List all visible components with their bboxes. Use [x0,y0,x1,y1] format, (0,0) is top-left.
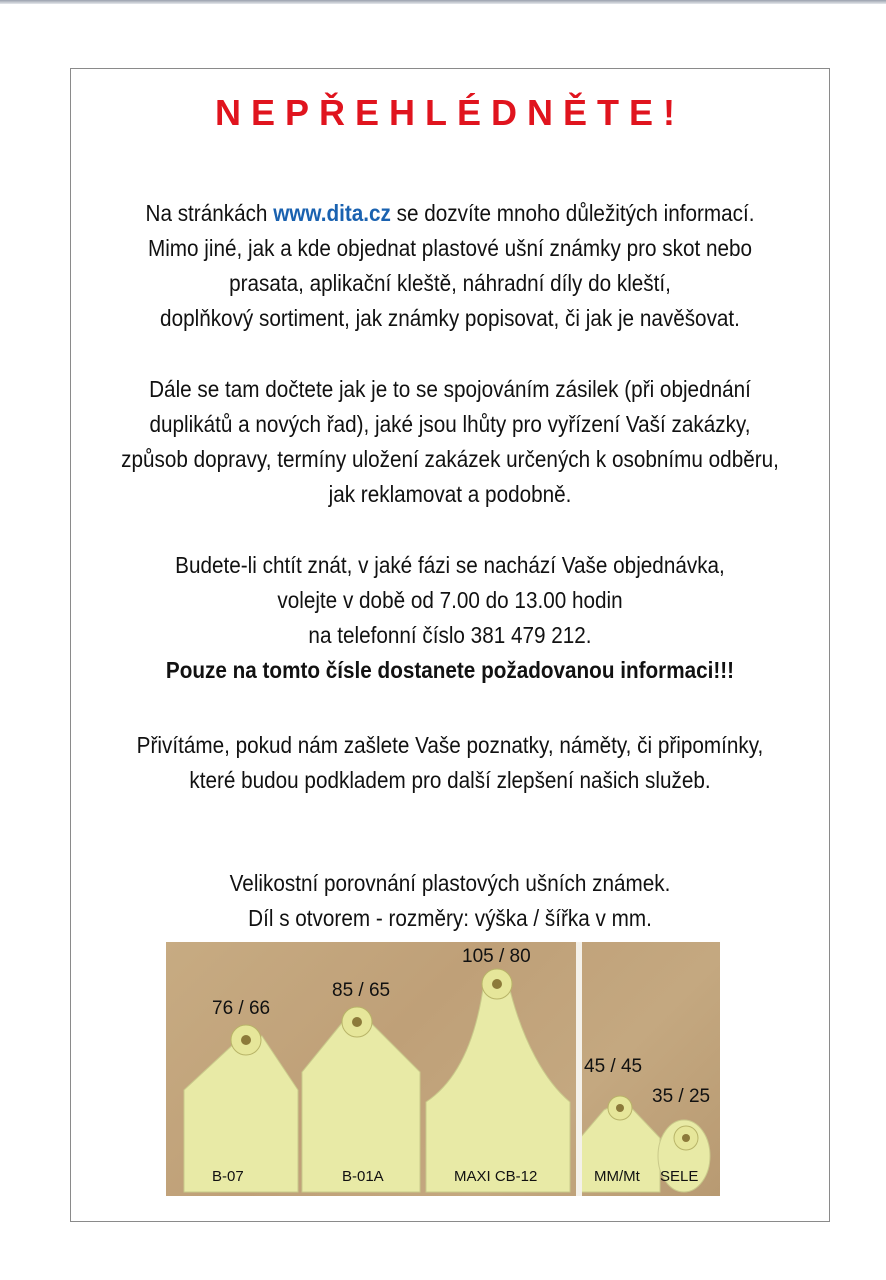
contact-emphasis: Pouze na tomto čísle dostanete požadovanou informaci!!! [165,657,735,683]
comparison-line: Díl s otvorem - rozměry: výška / šířka v mm. [248,905,652,931]
page-title: NEPŘEHLÉDNĚTE! [214,92,686,133]
model-label-b07: B-07 [212,1168,244,1185]
photo-divider [576,942,582,1196]
size-label-b07: 76 / 66 [212,998,271,1019]
details-line: jak reklamovat a podobně. [328,481,572,507]
tag-hole [682,1134,690,1142]
intro-line: Mimo jiné, jak a kde objednat plastové ušní známky pro skot nebo [147,235,753,261]
details-line: duplikátů a nových řad), jaké jsou lhůty pro vyřízení Vaší zakázky, [149,411,751,437]
ear-tag-maxi [426,982,570,1192]
details-line: způsob dopravy, termíny uložení zakázek určených k osobnímu odběru, [121,446,779,472]
model-label-maxi: MAXI CB-12 [454,1168,538,1185]
tag-hole [616,1104,624,1112]
tag-hole [492,979,502,989]
comparison-caption [108,866,792,936]
details-line: Dále se tam dočtete jak je to se spojováním zásilek (při objednání [149,376,751,402]
details-paragraph [108,372,792,512]
size-label-sele: 35 / 25 [652,1086,711,1107]
contact-line: Budete-li chtít znát, v jaké fázi se nachází Vaše objednávka, [175,552,725,578]
intro-text-post: se dozvíte mnoho důležitých informací. [390,200,755,226]
intro-paragraph [108,196,792,336]
model-label-mm: MM/Mt [594,1168,640,1185]
intro-text-pre: Na stránkách [145,200,274,226]
ear-tag-photo [166,942,720,1196]
tag-hole [352,1017,362,1027]
size-label-b01a: 85 / 65 [332,980,391,1001]
comparison-line: Velikostní porovnání plastových ušních známek. [229,870,671,896]
contact-paragraph [108,548,792,688]
intro-line: prasata, aplikační kleště, náhradní díly do kleští, [229,270,671,296]
model-label-b01a: B-01A [342,1168,384,1185]
feedback-line: Přivítáme, pokud nám zašlete Vaše poznatky, náměty, či připomínky, [136,732,764,758]
feedback-paragraph [108,728,792,798]
feedback-line: které budou podkladem pro další zlepšení našich služeb. [189,767,711,793]
contact-line: volejte v době od 7.00 do 13.00 hodin [277,587,623,613]
model-label-sele: SELE [660,1168,699,1185]
size-label-mm: 45 / 45 [584,1056,643,1077]
tag-hole [241,1035,251,1045]
intro-line: doplňkový sortiment, jak známky popisovat, či jak je navěšovat. [160,305,740,331]
ear-tag-b01a [302,1018,420,1192]
scan-edge [0,0,886,4]
website-link[interactable]: www.dita.cz [273,200,391,226]
phone-line: na telefonní číslo 381 479 212. [308,622,592,648]
size-label-maxi: 105 / 80 [462,946,531,967]
